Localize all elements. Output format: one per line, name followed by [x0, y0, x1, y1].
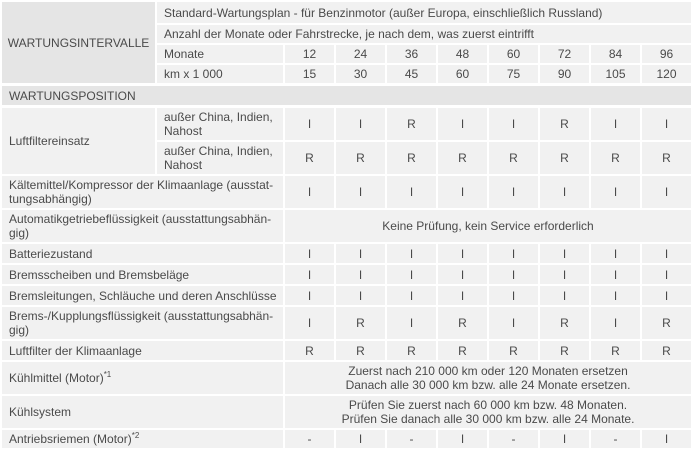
table-row-brake-discs	[1, 264, 691, 285]
row-note	[284, 361, 691, 395]
service-code-cell: I	[488, 306, 539, 340]
service-code-cell: I	[335, 107, 386, 142]
months-value: 36	[386, 44, 437, 64]
service-code-cell: R	[437, 141, 488, 175]
service-code-cell: R	[386, 340, 437, 361]
note-line: Zuerst nach 210 000 km oder 120 Monaten ersetzen	[348, 364, 628, 378]
row-sublabel: außer China, Indien, Nahost	[156, 141, 284, 175]
footnote-marker: *1	[103, 370, 112, 379]
service-code-cell: R	[386, 141, 437, 175]
note-line: Danach alle 30 000 km bzw. alle 24 Monate ersetzen.	[345, 378, 631, 392]
months-value: 60	[488, 44, 539, 64]
service-code-cell: R	[335, 306, 386, 340]
table-row-brake-lines	[1, 285, 691, 306]
row-note: Keine Prüfung, kein Service erforderlich	[284, 209, 691, 243]
months-value: 12	[284, 44, 335, 64]
service-code-cell: R	[284, 141, 335, 175]
note-line: Prüfen Sie zuerst nach 60 000 km bzw. 48 Monaten.	[348, 398, 628, 412]
km-value: 75	[488, 64, 539, 85]
service-code-cell: R	[539, 340, 590, 361]
service-code-cell: R	[641, 306, 691, 340]
table-row-cabin-filter	[1, 340, 691, 361]
service-code-cell: -	[284, 429, 335, 449]
row-label: Brems-/Kupplungsflüssigkeit (ausstattungsabhängig)	[1, 306, 284, 340]
months-value: 96	[641, 44, 691, 64]
km-value: 15	[284, 64, 335, 85]
header-row-title	[1, 1, 691, 24]
service-code-cell: I	[284, 285, 335, 306]
service-code-cell: R	[539, 107, 590, 142]
table-row-coolant	[1, 361, 691, 395]
service-code-cell: I	[590, 264, 641, 285]
service-code-cell: -	[590, 429, 641, 449]
service-code-cell: I	[641, 175, 691, 209]
service-code-cell: I	[284, 306, 335, 340]
service-code-cell: I	[590, 306, 641, 340]
intervals-header-cell: WARTUNGSINTERVALLE	[1, 1, 156, 85]
km-value: 30	[335, 64, 386, 85]
row-label-text: Antriebsriemen (Motor)	[9, 432, 132, 446]
service-code-cell: R	[539, 141, 590, 175]
service-code-cell: I	[386, 306, 437, 340]
service-code-cell: I	[335, 243, 386, 264]
km-value: 60	[437, 64, 488, 85]
row-label: Batteriezustand	[1, 243, 284, 264]
footnote-marker: *2	[131, 431, 140, 440]
service-code-cell: R	[335, 340, 386, 361]
service-code-cell: -	[386, 429, 437, 449]
service-code-cell: R	[284, 340, 335, 361]
service-code-cell: I	[539, 175, 590, 209]
row-note	[284, 395, 691, 429]
row-label: Kältemittel/Kompressor der Klimaanlage (ausstattungsabhängig)	[1, 175, 284, 209]
service-code-cell: R	[386, 107, 437, 142]
plan-title-cell: Standard-Wartungsplan - für Benzinmotor (außer Europa, einschließlich Russland)	[156, 1, 691, 24]
service-code-cell: I	[641, 285, 691, 306]
service-code-cell: I	[437, 175, 488, 209]
service-code-cell: I	[335, 429, 386, 449]
service-code-cell: I	[641, 429, 691, 449]
row-label	[1, 429, 284, 449]
service-code-cell: I	[488, 285, 539, 306]
section-header-row	[1, 85, 691, 107]
row-label: Kühlsystem	[1, 395, 284, 429]
table-row-air-filter-1	[1, 107, 691, 142]
row-label-text: Kühlmittel (Motor)	[9, 371, 104, 385]
service-code-cell: I	[437, 243, 488, 264]
service-code-cell: -	[488, 429, 539, 449]
service-code-cell: R	[641, 141, 691, 175]
table-row-battery	[1, 243, 691, 264]
service-code-cell: I	[641, 264, 691, 285]
section-header-cell: WARTUNGSPOSITION	[1, 85, 691, 107]
months-value: 84	[590, 44, 641, 64]
service-code-cell: R	[641, 340, 691, 361]
service-code-cell: I	[641, 243, 691, 264]
service-code-cell: I	[539, 429, 590, 449]
service-code-cell: I	[284, 107, 335, 142]
service-code-cell: I	[488, 264, 539, 285]
service-code-cell: I	[335, 264, 386, 285]
table-row-refrigerant	[1, 175, 691, 209]
service-code-cell: I	[386, 243, 437, 264]
row-label: Bremsleitungen, Schläuche und deren Anschlüsse	[1, 285, 284, 306]
service-code-cell: I	[437, 264, 488, 285]
service-code-cell: I	[641, 107, 691, 142]
service-code-cell: I	[386, 285, 437, 306]
service-code-cell: I	[590, 175, 641, 209]
service-code-cell: I	[539, 264, 590, 285]
service-code-cell: R	[488, 141, 539, 175]
service-code-cell: R	[437, 340, 488, 361]
service-code-cell: I	[284, 175, 335, 209]
table-row-brake-fluid	[1, 306, 691, 340]
service-code-cell: I	[488, 243, 539, 264]
row-label	[1, 361, 284, 395]
row-sublabel: außer China, Indien, Nahost	[156, 107, 284, 142]
service-code-cell: R	[488, 340, 539, 361]
service-code-cell: R	[437, 306, 488, 340]
service-code-cell: I	[590, 285, 641, 306]
service-code-cell: R	[335, 141, 386, 175]
km-label-cell: km x 1 000	[156, 64, 284, 85]
service-code-cell: I	[284, 243, 335, 264]
service-code-cell: I	[590, 107, 641, 142]
service-code-cell: R	[539, 306, 590, 340]
service-code-cell: I	[437, 429, 488, 449]
row-label: Luftfiltereinsatz	[1, 107, 156, 176]
table-row-cooling-system	[1, 395, 691, 429]
months-value: 72	[539, 44, 590, 64]
service-code-cell: I	[590, 243, 641, 264]
criteria-note-cell: Anzahl der Monate oder Fahrstrecke, je nach dem, was zuerst eintrifft	[156, 24, 691, 44]
km-value: 90	[539, 64, 590, 85]
km-value: 105	[590, 64, 641, 85]
service-code-cell: R	[590, 141, 641, 175]
months-label-cell: Monate	[156, 44, 284, 64]
service-code-cell: I	[488, 107, 539, 142]
months-value: 24	[335, 44, 386, 64]
service-code-cell: I	[386, 264, 437, 285]
service-code-cell: I	[488, 175, 539, 209]
row-label: Luftfilter der Klimaanlage	[1, 340, 284, 361]
table-row-drive-belt	[1, 429, 691, 449]
km-value: 45	[386, 64, 437, 85]
service-code-cell: R	[590, 340, 641, 361]
row-label: Automatikgetriebeflüssigkeit (ausstattungsabhängig)	[1, 209, 284, 243]
service-code-cell: I	[539, 285, 590, 306]
service-code-cell: I	[437, 285, 488, 306]
service-code-cell: I	[386, 175, 437, 209]
note-line: Prüfen Sie danach alle 30 000 km bzw. alle 24 Monate.	[341, 412, 635, 426]
km-value: 120	[641, 64, 691, 85]
service-code-cell: I	[284, 264, 335, 285]
service-code-cell: I	[539, 243, 590, 264]
service-code-cell: I	[335, 285, 386, 306]
row-label: Bremsscheiben und Bremsbeläge	[1, 264, 284, 285]
months-value: 48	[437, 44, 488, 64]
table-row-atf	[1, 209, 691, 243]
service-code-cell: I	[437, 107, 488, 142]
service-code-cell: I	[335, 175, 386, 209]
